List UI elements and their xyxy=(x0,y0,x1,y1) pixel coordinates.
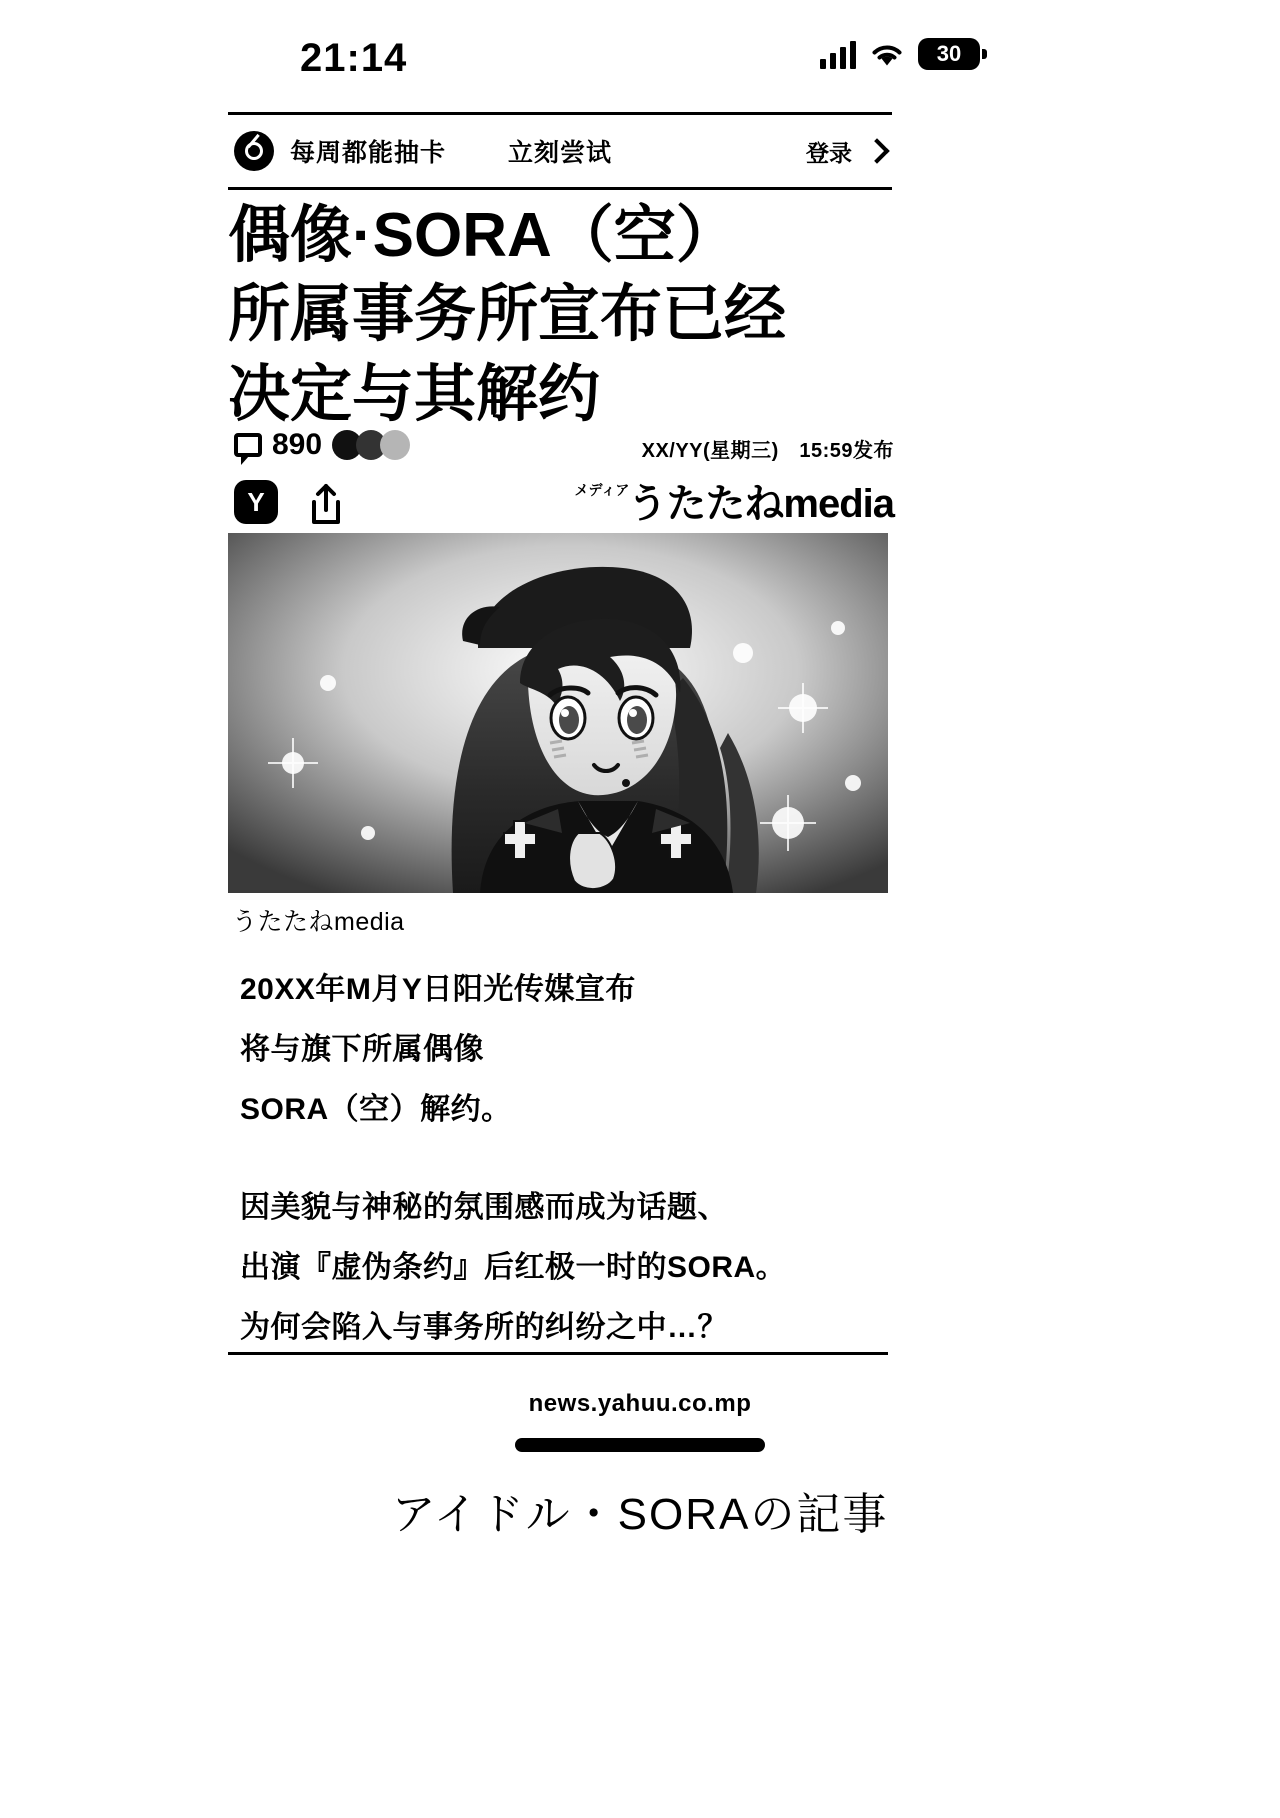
battery-icon xyxy=(918,38,980,70)
home-indicator[interactable] xyxy=(515,1438,765,1452)
article-body xyxy=(240,960,920,1358)
yahuu-logo-icon[interactable]: Y xyxy=(234,480,278,524)
status-time: 21:14 xyxy=(300,36,408,80)
avatar xyxy=(380,430,410,460)
comment-count-group[interactable] xyxy=(234,428,410,462)
hero-caption: うたたねmedia xyxy=(232,908,405,936)
media-brand-logo xyxy=(573,472,895,529)
body-line: SORA（空）解约。 xyxy=(240,1093,512,1126)
promo-banner[interactable] xyxy=(228,112,892,190)
promo-cta-button[interactable]: 立刻尝试 xyxy=(508,139,613,167)
body-line: 将与旗下所属偶像 xyxy=(240,1033,484,1066)
comment-bubble-icon xyxy=(234,433,262,457)
article-meta xyxy=(234,428,894,470)
login-button[interactable] xyxy=(806,135,886,168)
body-line: 为何会陷入与事务所的纠纷之中…？ xyxy=(240,1311,728,1344)
promo-text: 每周都能抽卡 xyxy=(290,139,447,167)
battery-level: 30 xyxy=(936,41,962,66)
reaction-avatars xyxy=(338,430,410,460)
body-line: 出演『虚伪条约』后红极一时的SORA。 xyxy=(240,1251,787,1284)
body-line: 因美貌与神秘的氛围感而成为话题、 xyxy=(240,1191,728,1224)
brand-ruby: メディア xyxy=(574,482,630,498)
status-bar xyxy=(0,30,1280,90)
status-indicators xyxy=(820,38,980,70)
headline-line-1: 偶像·SORA（空） xyxy=(228,201,738,270)
brand-name: うたたねmedia xyxy=(627,482,894,526)
divider xyxy=(228,1352,888,1355)
paragraph-spacer xyxy=(240,1140,920,1178)
body-line: 20XX年M月Y日阳光传媒宣布 xyxy=(240,973,636,1006)
share-icon[interactable] xyxy=(306,482,346,526)
headline-line-2: 所属事务所宣布已经 xyxy=(228,280,787,350)
cellular-bars-icon xyxy=(820,39,856,69)
headline-line-3: 决定与其解约 xyxy=(228,359,601,429)
hero-image xyxy=(228,533,888,893)
comment-count: 890 xyxy=(272,428,323,461)
site-url: news.yahuu.co.mp xyxy=(528,1390,752,1417)
bottom-caption: アイドル・SORAの記事 xyxy=(391,1490,889,1539)
login-label: 登录 xyxy=(806,139,852,166)
publish-timestamp: XX/YY(星期三) 15:59发布 xyxy=(641,440,894,462)
chevron-right-icon xyxy=(864,138,889,163)
wifi-icon xyxy=(870,41,904,67)
article-actions xyxy=(234,480,894,536)
page-title xyxy=(228,196,928,434)
target-icon xyxy=(234,131,274,171)
